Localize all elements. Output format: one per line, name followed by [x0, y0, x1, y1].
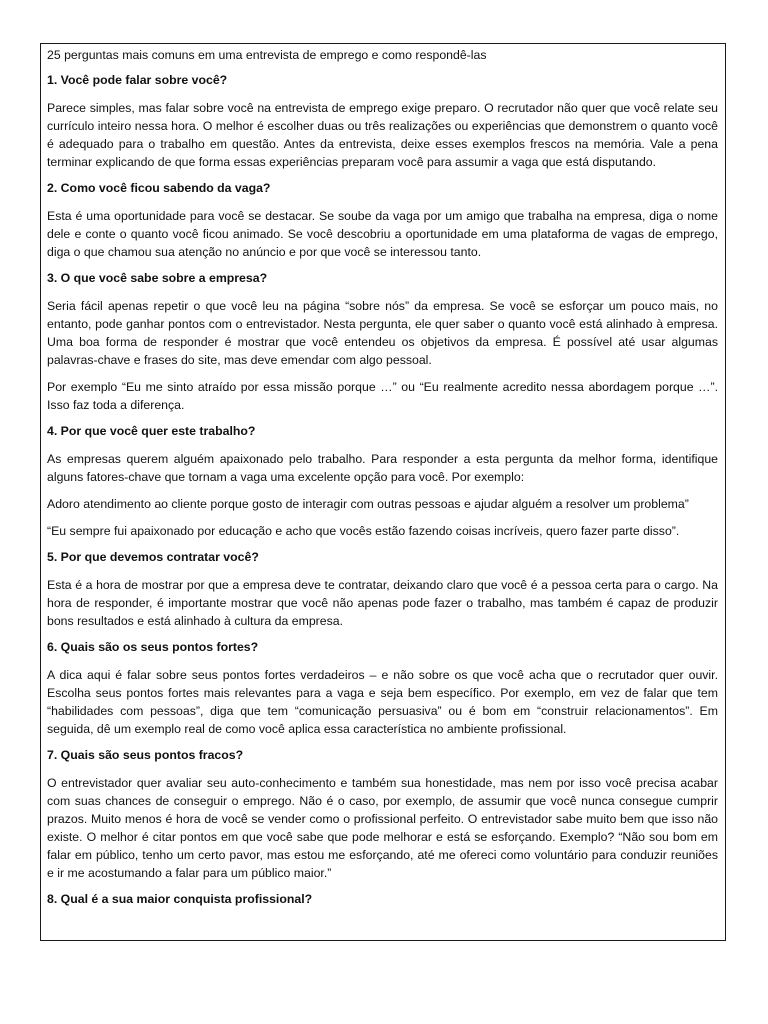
answer-3-paragraph-2: Por exemplo “Eu me sinto atraído por essa missão porque …” ou “Eu realmente acredito nessa abordagem porque …”. Isso faz toda a diferença.	[47, 380, 718, 412]
question-1-heading: 1. Você pode falar sobre você?	[47, 73, 228, 87]
question-6-heading: 6. Quais são os seus pontos fortes?	[47, 640, 259, 654]
question-5-heading: 5. Por que devemos contratar você?	[47, 550, 259, 564]
answer-4-paragraph-2: Adoro atendimento ao cliente porque gosto de interagir com outras pessoas e ajudar alguém a resolver um problema”	[47, 497, 689, 511]
answer-7-paragraph-1: O entrevistador quer avaliar seu auto-conhecimento e também sua honestidade, mas nem por isso você precisa acabar com suas chances de conseguir o emprego. Não é o caso, por exemplo, de assumir que você nunca consegue cumprir prazos. Muito menos é hora de você se vender como o profissional perfeito. O entrevistador sabe muito bem que isso não existe. O melhor é citar pontos em que você sabe que pode melhorar e está se esforçando. Exemplo? “Não sou bom em falar em público, tenho um certo pavor, mas estou me esforçando, até me ofereci como voluntário para conduzir reuniões e ir me acostumando a falar para um público maior.”	[47, 776, 718, 880]
answer-4-paragraph-1: As empresas querem alguém apaixonado pelo trabalho. Para responder a esta pergunta da melhor forma, identifique alguns fatores-chave que tornam a vaga uma excelente opção para você. Por exemplo:	[47, 452, 718, 484]
answer-2-paragraph-1: Esta é uma oportunidade para você se destacar. Se soube da vaga por um amigo que trabalha na empresa, diga o nome dele e conte o quanto você ficou animado. Se você descobriu a oportunidade em uma plataforma de vagas de emprego, diga o que chamou sua atenção no anúncio e por que você se interessou tanto.	[47, 209, 718, 259]
question-4-heading: 4. Por que você quer este trabalho?	[47, 424, 256, 438]
question-7-heading: 7. Quais são seus pontos fracos?	[47, 748, 244, 762]
answer-3-paragraph-1: Seria fácil apenas repetir o que você leu na página “sobre nós” da empresa. Se você se esforçar um pouco mais, no entanto, pode ganhar pontos com o entrevistador. Nesta pergunta, ele quer saber o quanto você está alinhado à empresa. Uma boa forma de responder é mostrar que você entendeu os objetivos da empresa. É possível até usar algumas palavras-chave e frases do site, mas deve emendar com algo pessoal.	[47, 299, 718, 367]
answer-1-paragraph-1: Parece simples, mas falar sobre você na entrevista de emprego exige preparo. O recrutador não quer que você relate seu currículo inteiro nessa hora. O melhor é escolher duas ou três realizações ou experiências que demonstrem o quanto você é adequado para o trabalho em questão. Antes da entrevista, deixe esses exemplos frescos na memória. Vale a pena terminar explicando de que forma essas experiências preparam você para assumir a vaga que está disputando.	[47, 101, 718, 169]
question-2-heading: 2. Como você ficou sabendo da vaga?	[47, 181, 271, 195]
question-3-heading: 3. O que você sabe sobre a empresa?	[47, 271, 268, 285]
document-page	[40, 43, 726, 941]
answer-6-paragraph-1: A dica aqui é falar sobre seus pontos fortes verdadeiros – e não sobre os que você acha que o recrutador quer ouvir. Escolha seus pontos fortes mais relevantes para a vaga e seja bem específico. Por exemplo, em vez de falar que tem “habilidades com pessoas”, diga que tem “comunicação persuasiva” ou é bom em “construir relacionamentos”. Em seguida, dê um exemplo real de como você aplica essa característica no ambiente profissional.	[47, 668, 718, 736]
answer-5-paragraph-1: Esta é a hora de mostrar por que a empresa deve te contratar, deixando claro que você é a pessoa certa para o cargo. Na hora de responder, é importante mostrar que você não apenas pode fazer o trabalho, mas também é capaz de produzir bons resultados e está alinhado à cultura da empresa.	[47, 578, 718, 628]
answer-4-paragraph-3: “Eu sempre fui apaixonado por educação e acho que vocês estão fazendo coisas incríveis, quero fazer parte disso”.	[47, 524, 680, 538]
question-8-heading: 8. Qual é a sua maior conquista profissional?	[47, 892, 313, 906]
document-title: 25 perguntas mais comuns em uma entrevista de emprego e como respondê-las	[47, 48, 487, 62]
